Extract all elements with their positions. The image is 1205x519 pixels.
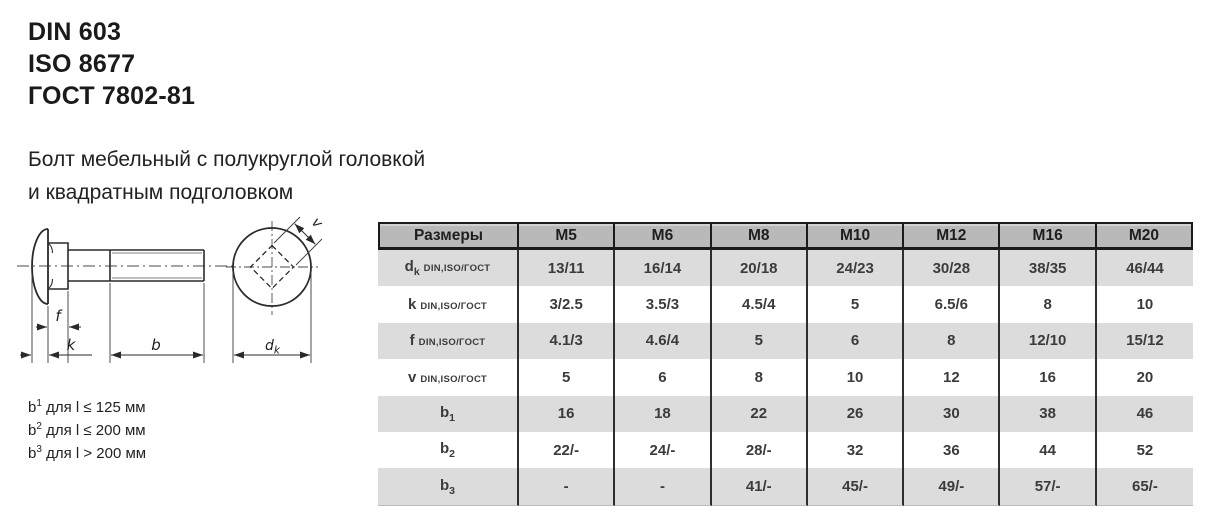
dimension-v-arrow-lower — [305, 234, 315, 244]
value-cell: 8 — [712, 359, 808, 395]
value-cell: 4.6/4 — [615, 323, 711, 359]
table-row — [378, 359, 1193, 395]
standard-din: DIN 603 — [28, 18, 122, 46]
bolt-head-top-view-drawing — [226, 217, 322, 363]
row-label — [378, 432, 519, 468]
value-cell: 12 — [904, 359, 1000, 395]
row-label-symbol: b — [439, 403, 450, 421]
footnote-b2: $b^2$ для l ≤ 200 мм — [28, 421, 146, 439]
value-cell: 30/28 — [904, 249, 1000, 286]
value-cell: 10 — [808, 359, 904, 395]
footnote-b3: $b^3$ для l > 200 мм — [28, 444, 147, 462]
row-label — [378, 249, 519, 286]
value-cell: 5 — [519, 359, 615, 395]
row-label — [378, 323, 519, 359]
value-cell: 36 — [904, 432, 1000, 468]
row-label-standards-suffix: DIN,ISO/ГОСТ — [420, 373, 488, 385]
table-row — [378, 468, 1193, 505]
row-label — [378, 468, 519, 505]
page-title — [28, 143, 425, 209]
value-cell: 6.5/6 — [904, 286, 1000, 322]
value-cell: 4.5/4 — [712, 286, 808, 322]
value-cell: 28/- — [712, 432, 808, 468]
column-header-m5: M5 — [519, 222, 615, 249]
neck-corner-tick-top — [49, 244, 53, 253]
table-row — [378, 286, 1193, 322]
dimension-f-label: f — [55, 307, 61, 325]
column-header-m12: M12 — [904, 222, 1000, 249]
value-cell: 22/- — [519, 432, 615, 468]
row-label-symbol: v — [407, 368, 417, 386]
value-cell: - — [519, 468, 615, 505]
value-cell: 45/- — [808, 468, 904, 505]
row-label-standards-suffix: DIN,ISO/ГОСТ — [418, 337, 486, 349]
value-cell: 26 — [808, 396, 904, 432]
row-label-standards-suffix: DIN,ISO/ГОСТ — [423, 263, 491, 275]
bolt-head-outline — [32, 229, 48, 304]
value-cell: 38 — [1000, 396, 1096, 432]
dimension-v-arrow-upper — [295, 224, 305, 234]
footnotes — [28, 394, 146, 463]
standard-iso: ISO 8677 — [28, 50, 136, 78]
value-cell: 13/11 — [519, 249, 615, 286]
value-cell: 49/- — [904, 468, 1000, 505]
value-cell: 15/12 — [1097, 323, 1193, 359]
row-label — [378, 286, 519, 322]
value-cell: 3/2.5 — [519, 286, 615, 322]
value-cell: 30 — [904, 396, 1000, 432]
value-cell: 44 — [1000, 432, 1096, 468]
value-cell: 5 — [712, 323, 808, 359]
value-cell: 20 — [1097, 359, 1193, 395]
value-cell: 65/- — [1097, 468, 1193, 505]
page-title-line-2: и квадратным подголовком — [28, 181, 294, 204]
value-cell: 46/44 — [1097, 249, 1193, 286]
value-cell: 52 — [1097, 432, 1193, 468]
row-label-subscript: 1 — [449, 411, 455, 424]
page-title-line-1: Болт мебельный с полукруглой головкой — [28, 148, 426, 171]
row-label-subscript: 3 — [449, 484, 455, 497]
column-header-m10: M10 — [808, 222, 904, 249]
dimension-b-label: b — [151, 336, 161, 354]
row-label-subscript: k — [413, 266, 420, 279]
row-label-symbol: k — [407, 296, 417, 314]
value-cell: 10 — [1097, 286, 1193, 322]
column-header-m8: M8 — [712, 222, 808, 249]
technical-drawing — [15, 213, 350, 375]
row-label — [378, 359, 519, 395]
value-cell: 38/35 — [1000, 249, 1096, 286]
value-cell: 8 — [1000, 286, 1096, 322]
row-label-standards-suffix: DIN,ISO/ГОСТ — [420, 301, 488, 313]
dimension-v-label: v — [308, 214, 326, 232]
value-cell: 12/10 — [1000, 323, 1096, 359]
value-cell: 6 — [808, 323, 904, 359]
neck-corner-tick-bottom — [49, 279, 53, 288]
row-label-symbol: b — [439, 476, 450, 494]
row-label-symbol: f — [409, 332, 415, 350]
table-row — [378, 432, 1193, 468]
table-row — [378, 249, 1193, 286]
value-cell: 57/- — [1000, 468, 1096, 505]
standards-heading — [28, 16, 195, 112]
value-cell: 46 — [1097, 396, 1193, 432]
thread-lines — [112, 253, 202, 278]
value-cell: 22 — [712, 396, 808, 432]
value-cell: 41/- — [712, 468, 808, 505]
crosshair-centerlines — [226, 221, 318, 315]
row-label-symbol: b — [439, 440, 450, 458]
value-cell: 16/14 — [615, 249, 711, 286]
bolt-side-view-drawing — [17, 229, 233, 363]
row-label — [378, 396, 519, 432]
value-cell: 16 — [1000, 359, 1096, 395]
standard-gost: ГОСТ 7802-81 — [28, 82, 196, 110]
value-cell: 32 — [808, 432, 904, 468]
table-row — [378, 323, 1193, 359]
row-label-symbol: d — [404, 258, 414, 276]
column-header-m16: M16 — [1000, 222, 1096, 249]
table-row — [378, 396, 1193, 432]
dimension-k-label: k — [66, 336, 76, 354]
value-cell: 20/18 — [712, 249, 808, 286]
value-cell: 18 — [615, 396, 711, 432]
dimension-dk-label: $d_k$ — [265, 338, 280, 357]
value-cell: 24/23 — [808, 249, 904, 286]
column-header-sizes: Размеры — [378, 222, 519, 249]
value-cell: 16 — [519, 396, 615, 432]
dimensions-table — [378, 222, 1193, 506]
value-cell: 4.1/3 — [519, 323, 615, 359]
value-cell: 8 — [904, 323, 1000, 359]
column-header-m20: M20 — [1097, 222, 1193, 249]
row-label-subscript: 2 — [449, 448, 455, 461]
bolt-shank — [68, 250, 204, 281]
column-header-m6: M6 — [615, 222, 711, 249]
table-header-row — [378, 222, 1193, 249]
footnote-b1: $b^1$ для l ≤ 125 мм — [28, 398, 146, 416]
value-cell: 24/- — [615, 432, 711, 468]
value-cell: 5 — [808, 286, 904, 322]
value-cell: 3.5/3 — [615, 286, 711, 322]
value-cell: - — [615, 468, 711, 505]
value-cell: 6 — [615, 359, 711, 395]
